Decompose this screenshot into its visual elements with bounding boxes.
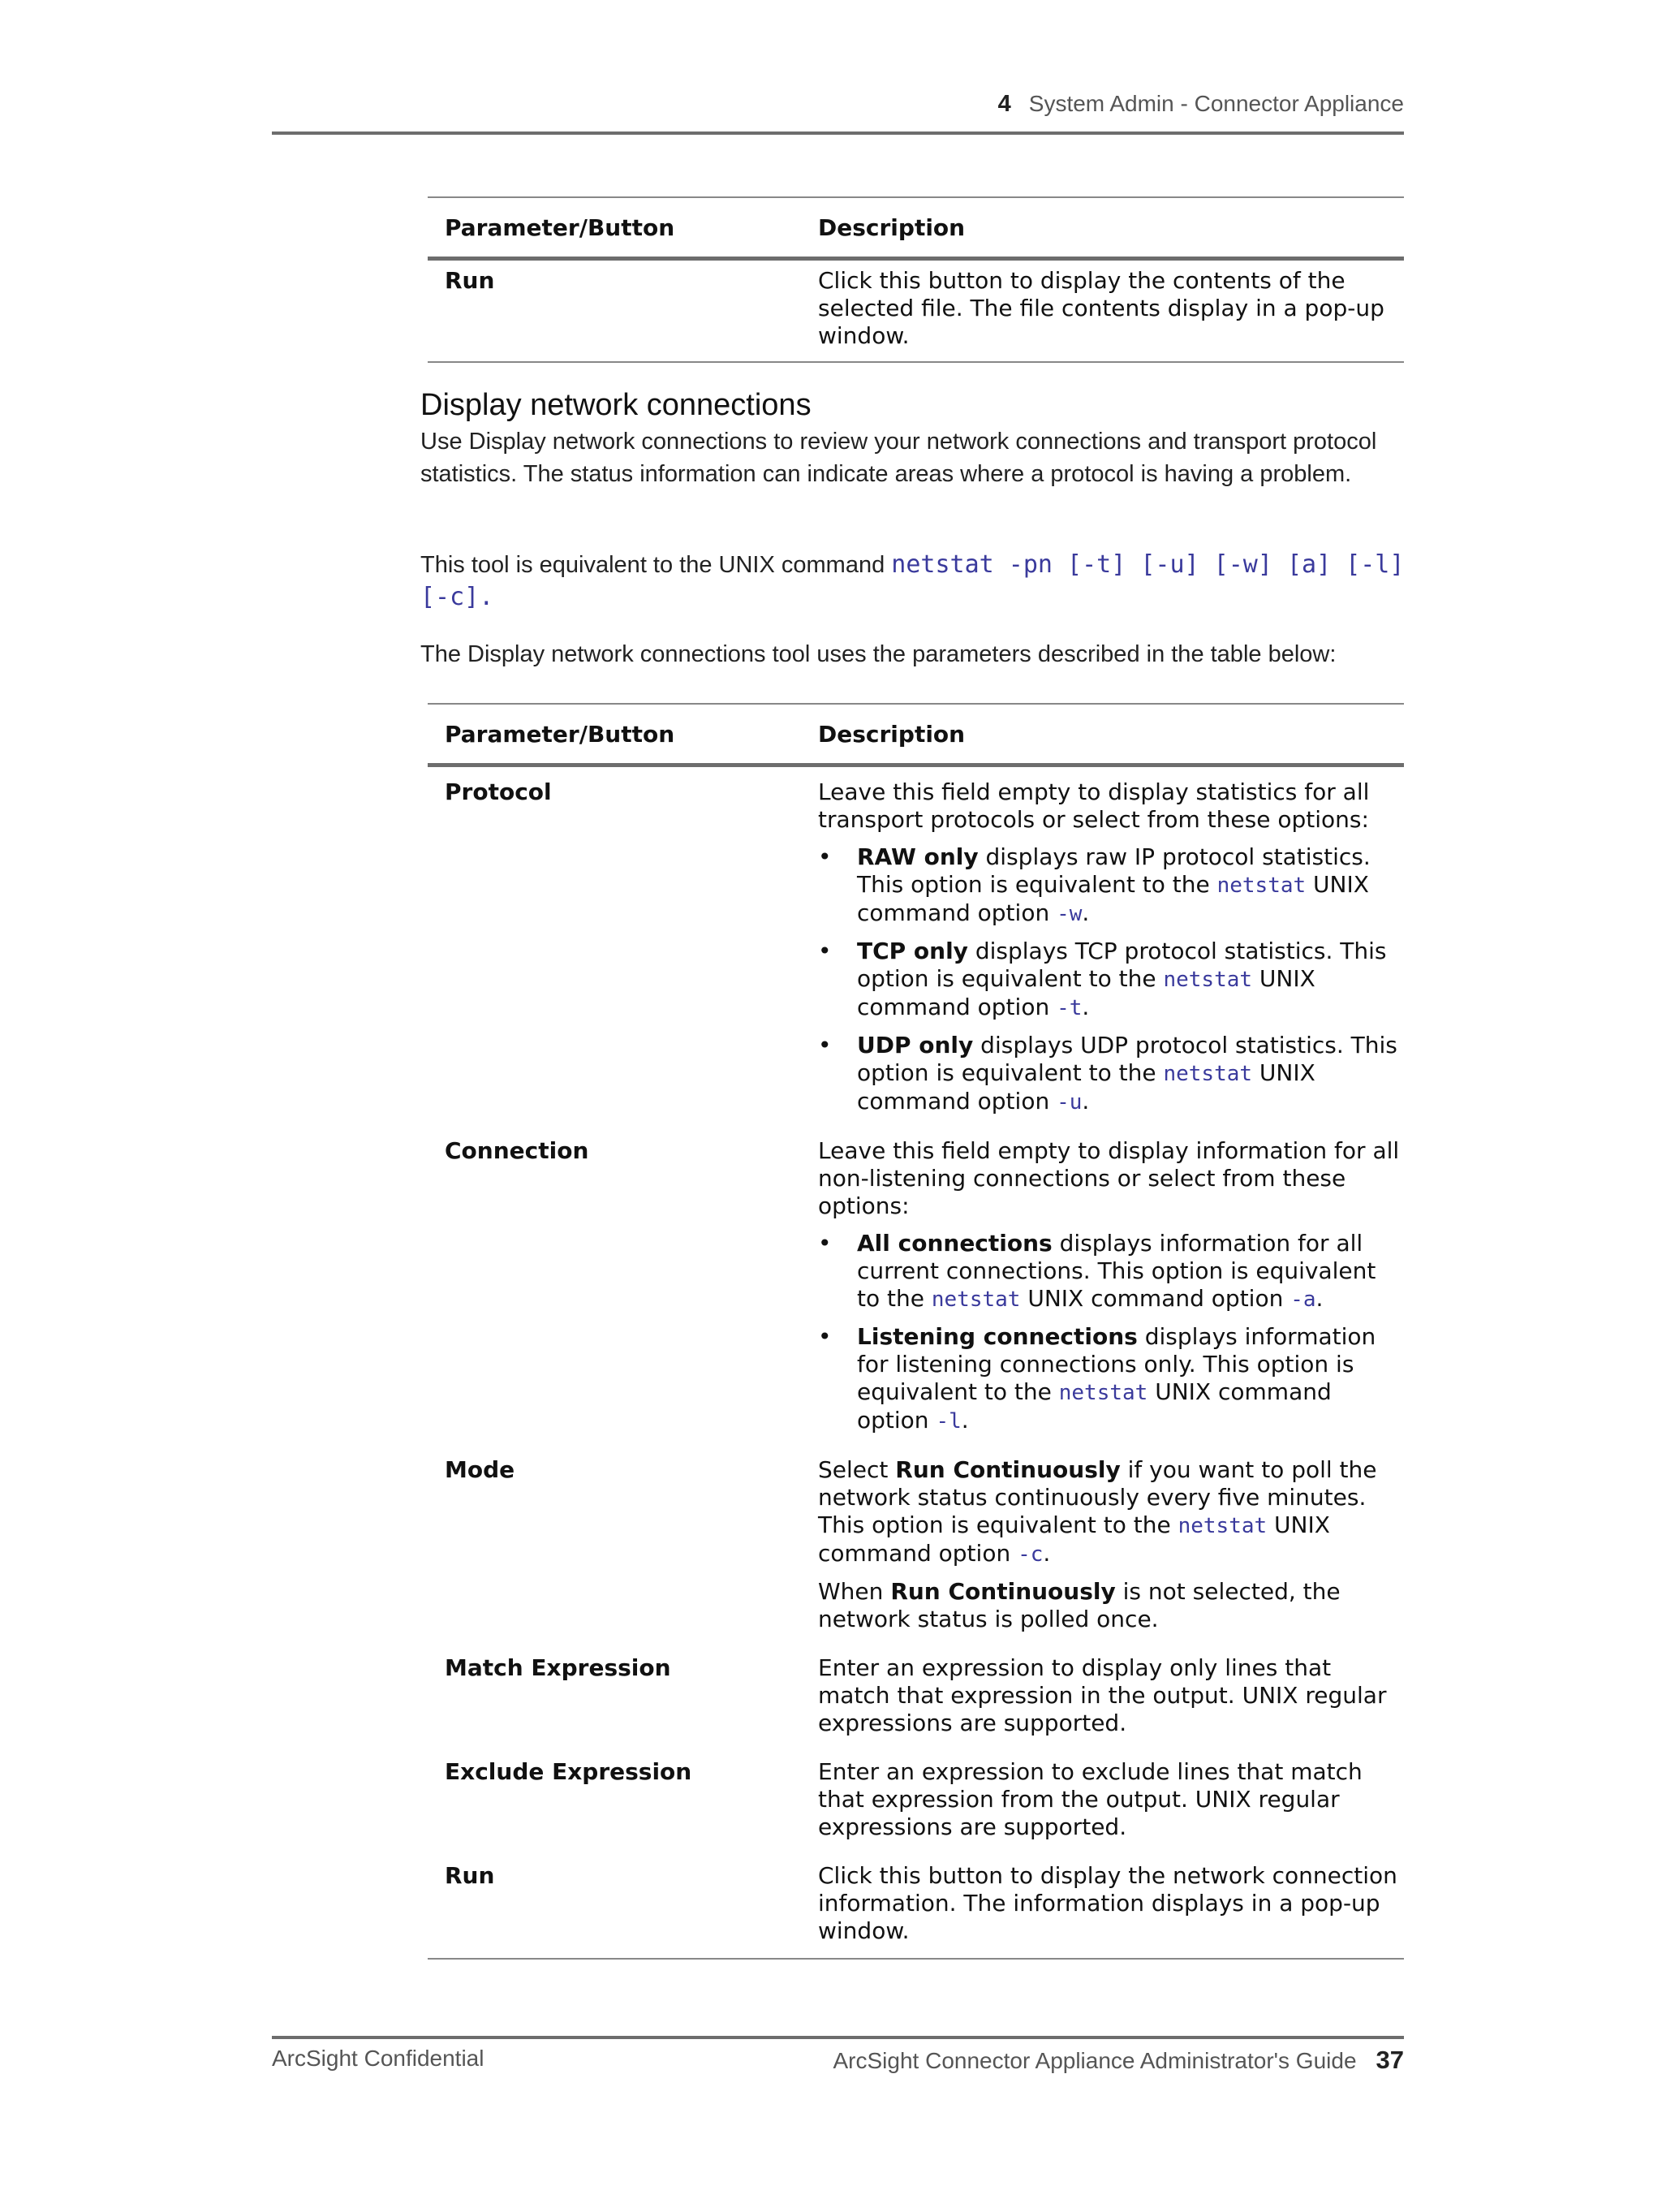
param-description: Select Run Continuously if you want to poll the network status continuously every five minutes. This option is equivalent to the netstat UNIX command option -c. When Run Continuously is not selected, the network status is polled once. [818,1456,1377,1632]
footer-guide-title: ArcSight Connector Appliance Administrator's Guide 37 [833,2046,1404,2074]
column-header-param: Parameter/Button [445,721,675,748]
table-row-mode [428,1445,1404,1633]
table-intro-paragraph: The Display network connections tool uses the parameters described in the table below: [420,641,1337,667]
table-row [428,196,1404,363]
table-row-match-expression [428,1643,1404,1737]
footer-confidential: ArcSight Confidential [272,2046,484,2071]
table-row-connection [428,1126,1404,1435]
page-header [272,91,1404,135]
param-name: Run [445,267,495,294]
list-item: • Listening connections displays information for listening connections only. This option is equivalent to the netstat UNIX command option -l. [818,1323,1404,1435]
list-item: • All connections displays information for all current connections. This option is equivalent to the netstat UNIX command option -a. [818,1230,1404,1313]
param-description: Click this button to display the contents of the selected file. The file contents display in a pop-up window. [818,267,1384,349]
param-name: Run [445,1862,495,1889]
param-description: Click this button to display the network connection information. The information displays in a pop-up window. [818,1862,1397,1944]
table-row-exclude-expression [428,1747,1404,1841]
list-item: • TCP only displays TCP protocol statistics. This option is equivalent to the netstat UNIX command option -t. [818,938,1404,1022]
chapter-title: System Admin - Connector Appliance [1028,91,1404,116]
column-header-desc: Description [818,214,966,241]
list-item: • UDP only displays UDP protocol statistics. This option is equivalent to the netstat UNIX command option -u. [818,1032,1404,1116]
table-row-protocol [428,767,1404,1116]
intro-paragraph: Use Display network connections to review your network connections and transport protocol statistics. The status information can indicate areas where a protocol is having a problem. [420,429,1377,487]
table-row-run [428,1851,1404,1960]
table-header [428,703,1404,767]
param-name: Mode [445,1456,515,1483]
command-paragraph: This tool is equivalent to the UNIX command netstat -pn [-t] [-u] [-w] [a] [-l] [-c]. [420,550,1405,611]
column-header-desc: Description [818,721,966,748]
network-connections-parameter-table [428,703,1404,1960]
run-parameter-table [428,196,1404,363]
param-description: Leave this field empty to display statistics for all transport protocols or select from these options: • RAW only displays raw IP protocol statistics. This option is equivalent to the netstat UNIX command option -w. • TCP only displays TCP protocol statistics. This option is equivalent to the netstat UNIX command option -t. • UDP only displays UDP protocol statistics. This option is equivalent to the netstat UNIX command option -u. [818,778,1404,1116]
param-name: Match Expression [445,1654,671,1681]
list-item: • RAW only displays raw IP protocol statistics. This option is equivalent to the netstat UNIX command option -w. [818,843,1404,928]
param-name: Exclude Expression [445,1758,692,1785]
page-number: 37 [1376,2046,1404,2074]
netstat-command: netstat -pn [-t] [-u] [-w] [a] [-l] [-c]. [420,550,1405,611]
param-description: Leave this field empty to display information for all non-listening connections or select from these options: • All connections displays information for all current connections. This option is equivalent to the netstat UNIX command option -a. • Listening connections displays information for listening connections only. This option is equivalent to the netstat UNIX command option -l. [818,1137,1404,1435]
page-footer [272,2036,1404,2078]
param-name: Connection [445,1137,589,1164]
section-heading: Display network connections [420,388,812,422]
param-description: Enter an expression to exclude lines that match that expression from the output. UNIX regular expressions are supported. [818,1758,1363,1840]
column-header-param: Parameter/Button [445,214,675,241]
param-name: Protocol [445,778,552,805]
param-description: Enter an expression to display only lines that match that expression in the output. UNIX regular expressions are supported. [818,1654,1387,1736]
chapter-number: 4 [997,91,1011,117]
